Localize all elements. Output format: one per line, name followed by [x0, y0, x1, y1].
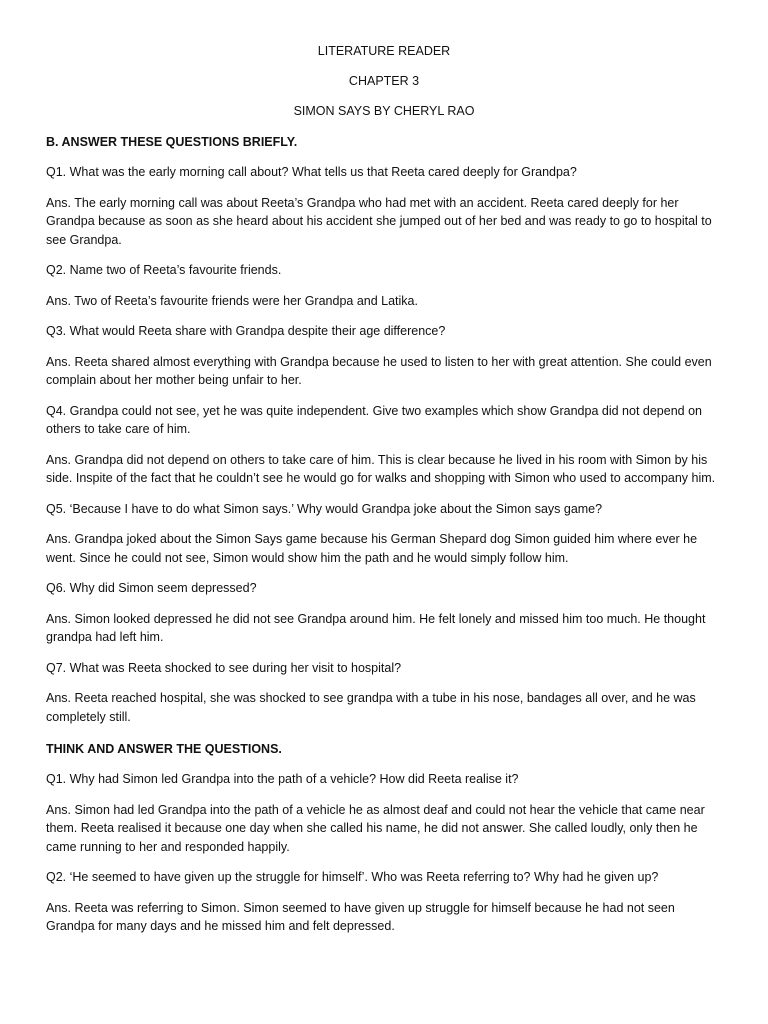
section-think-title: THINK AND ANSWER THE QUESTIONS. [46, 742, 282, 756]
question-b5: Q5. ‘Because I have to do what Simon says.’ Why would Grandpa joke about the Simon says game? [46, 501, 603, 516]
question-b1: Q1. What was the early morning call about? What tells us that Reeta cared deeply for Grandpa? [46, 165, 577, 179]
answer-b6: Ans. Simon looked depressed he did not see Grandpa around him. He felt lonely and missed him too much. He thought grandpa had left him. [46, 611, 706, 644]
question-b4: Q4. Grandpa could not see, yet he was quite independent. Give two examples which show Grandpa did not depend on others to take care of him. [46, 403, 702, 436]
section-b-title: B. ANSWER THESE QUESTIONS BRIEFLY. [46, 135, 298, 149]
answer-b5: Ans. Grandpa joked about the Simon Says game because his German Shepard dog Simon guided him where ever he went. Since he could not see, Simon would show him the path and he would simply follow him. [46, 532, 698, 565]
answer-b1: Ans. The early morning call was about Reeta’s Grandpa who had met with an accident. Reeta cared deeply for her Grandpa because as soon as she heard about his accident she jumped out of her bed and was ready to go to hospital to see Grandpa. [46, 195, 712, 247]
header-title: LITERATURE READER [317, 44, 451, 58]
question-t1: Q1. Why had Simon led Grandpa into the path of a vehicle? How did Reeta realise it? [46, 772, 519, 786]
answer-b2: Ans. Two of Reeta’s favourite friends were her Grandpa and Latika. [46, 293, 418, 308]
header-story: SIMON SAYS BY CHERYL RAO [293, 104, 475, 118]
question-b2: Q2. Name two of Reeta’s favourite friends. [46, 263, 282, 277]
question-t2: Q2. ‘He seemed to have given up the struggle for himself’. Who was Reeta referring to? Why had he given up? [46, 870, 659, 884]
answer-t1: Ans. Simon had led Grandpa into the path of a vehicle he as almost deaf and could not hear the vehicle that came near them. Reeta realised it because one day when she called his name, he did not answer. She called loudly, only then he came running to her and responded happily. [46, 802, 705, 854]
answer-b7: Ans. Reeta reached hospital, she was shocked to see grandpa with a tube in his nose, bandages all over, and he was completely still. [46, 691, 696, 724]
header-chapter: CHAPTER 3 [348, 74, 420, 88]
answer-t2: Ans. Reeta was referring to Simon. Simon seemed to have given up struggle for himself because he had not seen Grandpa for many days and he missed him and felt depressed. [46, 900, 675, 933]
answer-b4: Ans. Grandpa did not depend on others to take care of him. This is clear because he lived in his room with Simon by his side. Inspite of the fact that he couldn’t see he would go for walks and shopping with Simon who used to accompany him. [46, 452, 716, 485]
answer-b3: Ans. Reeta shared almost everything with Grandpa because he used to listen to her with great attention. She could even complain about her mother being unfair to her. [46, 354, 712, 387]
question-b3: Q3. What would Reeta share with Grandpa despite their age difference? [46, 324, 446, 338]
question-b7: Q7. What was Reeta shocked to see during her visit to hospital? [46, 660, 402, 675]
question-b6: Q6. Why did Simon seem depressed? [46, 581, 257, 595]
